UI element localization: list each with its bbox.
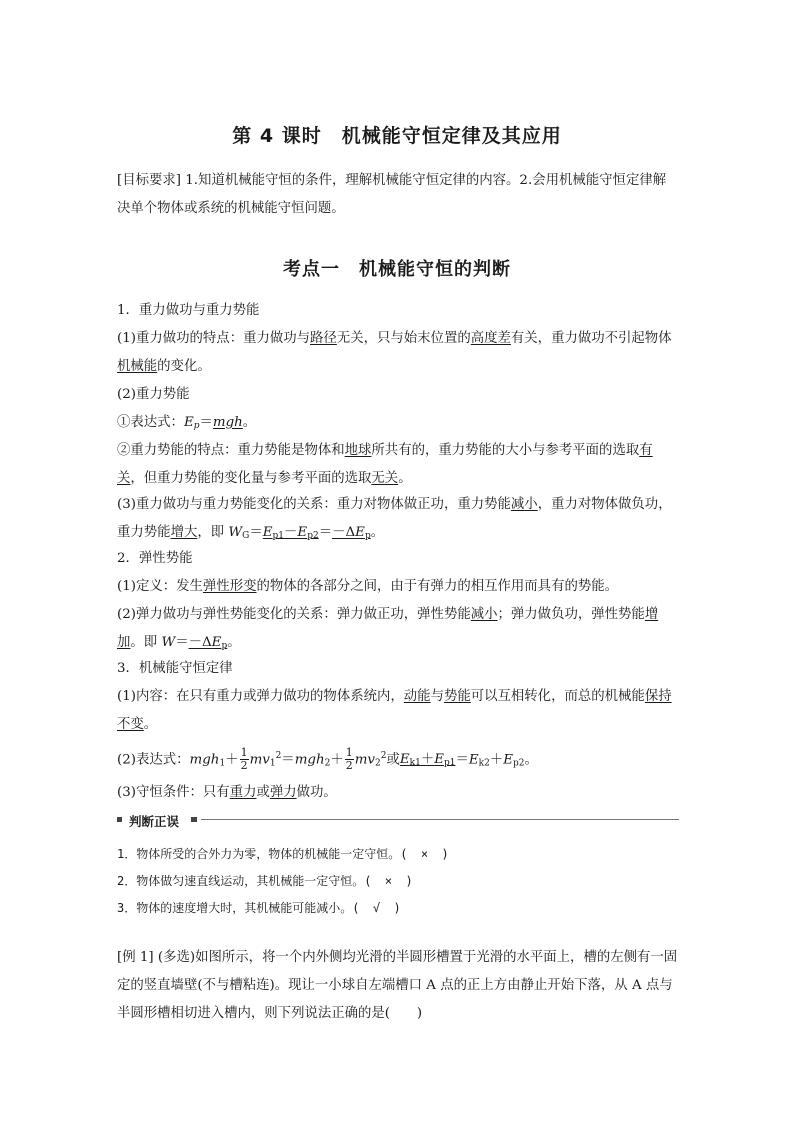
text: (1)定义：发生: [117, 579, 203, 594]
formula-ep: $E_p$: [183, 415, 200, 431]
blank-answer: 重力: [229, 785, 257, 800]
divider-label: 判断正误: [129, 814, 180, 829]
heading-elastic: 2．弹性势能: [117, 551, 193, 566]
goals-label: [目标要求]: [117, 173, 182, 188]
text: 可以互相转化，而总的机械能: [470, 689, 645, 704]
judgment-mark: √: [372, 901, 381, 915]
text: 。: [398, 471, 412, 486]
judgment-close: ): [405, 874, 413, 888]
text: 的变化。: [157, 359, 211, 374]
fraction-half: $\frac{1}{2}$: [345, 746, 353, 773]
text: 。: [242, 415, 257, 430]
section-divider: [117, 812, 679, 828]
blank-answer: 弹力: [269, 785, 297, 800]
potential-energy-feature: [117, 437, 679, 493]
lesson-title: 第 4 课时 机械能守恒定律及其应用: [232, 125, 562, 147]
formula-wg: $W_G=E_{p1}-E_{p2}=-\Delta E_p$。: [228, 525, 385, 541]
blank-answer: 机械能: [117, 359, 158, 374]
text: ；弹力做负功，弹性势能: [497, 607, 645, 622]
text: 。: [143, 717, 158, 732]
text: 。即: [130, 635, 162, 650]
potential-energy-formula: [117, 409, 256, 440]
conservation-expression: (2)表达式：mgh$_1$＋ $\frac{1}{2}$ $mv_1^2=mgh_2+$ $\frac{1}{2}$ $mv_2^2$或$E_{k1}+E_{p1}=E_{k2}+E_{p2}$。: [117, 746, 538, 773]
blank-answer: 动能: [403, 689, 431, 704]
conservation-condition: [117, 779, 337, 807]
text: (1)内容：在只有重力或弹力做功的物体系统内，: [117, 689, 404, 704]
blank-answer: 减小: [510, 497, 538, 512]
blank-answer: 增加: [117, 607, 659, 650]
text: ②重力势能的特点：重力势能是物体和: [117, 443, 345, 458]
fraction-half: $\frac{1}{2}$: [240, 746, 248, 773]
judgment-text: 3．物体的速度增大时，其机械能可能减小。(: [117, 901, 360, 915]
text: 无关，只与始末位置的: [336, 331, 471, 346]
blank-answer: 弹性形变: [202, 579, 257, 594]
text: 或: [256, 785, 270, 800]
text: 有关，重力做功不引起物体: [510, 331, 672, 346]
learning-goals: [117, 167, 679, 223]
blank-answer: 路径: [310, 331, 337, 346]
text: 做功。: [296, 785, 337, 800]
square-bullet-icon: [117, 817, 122, 822]
text: (1)重力做功的特点：重力做功与: [117, 331, 311, 346]
blank-answer: 增大: [170, 525, 198, 540]
text: (3)守恒条件：只有: [117, 785, 230, 800]
example-text: (多选)如图所示，将一个内外侧均光滑的半圆形槽置于光滑的水平面上，槽的左侧有一固定的竖直墙壁(不与槽粘连)。现让一小球自左端槽口 A 点的正上方由静止开始下落，从 A 点与半圆形槽相切进入槽内，则下列说法正确的是( ): [117, 950, 678, 1021]
judgment-item: [117, 845, 449, 862]
goals-text: 1.知道机械能守恒的条件，理解机械能守恒定律的内容。2.会用机械能守恒定律解决单个物体或系统的机械能守恒问题。: [117, 173, 667, 216]
judgment-text: 2．物体做匀速直线运动，其机械能一定守恒。(: [117, 874, 372, 888]
blank-answer: 保持不变: [117, 689, 672, 732]
gravity-work-relation: [117, 491, 679, 550]
blank-answer: 势能: [443, 689, 471, 704]
heading-conservation: 3．机械能守恒定律: [117, 661, 233, 676]
judgment-item: [117, 899, 401, 916]
text: ，重力对物体做负功，重力势能: [117, 497, 672, 540]
judgment-close: ): [441, 847, 449, 861]
blank-answer: 地球: [344, 443, 372, 458]
square-bullet-icon: [191, 817, 197, 822]
text: 与: [430, 689, 444, 704]
judgment-mark: ×: [420, 847, 429, 861]
judgment-mark: ×: [384, 874, 393, 888]
text: 或: [386, 752, 400, 768]
text: (2)弹力做功与弹性势能变化的关系：弹力做正功，弹性势能: [117, 607, 471, 622]
example-label: [例 1]: [117, 950, 154, 965]
heading-gravity-work: 1．重力做功与重力势能: [117, 303, 260, 318]
example-1: [117, 944, 679, 1028]
text: ①表达式：: [117, 415, 184, 430]
text: ，但重力势能的变化量与参考平面的选取: [130, 471, 372, 486]
section-title: 考点一 机械能守恒的判断: [283, 259, 511, 280]
text: 的物体的各部分之间，由于有弹力的相互作用而具有的势能。: [256, 579, 619, 594]
text: ＝: [199, 415, 213, 430]
text: 所共有的，重力势能的大小与参考平面的选取: [371, 443, 640, 458]
text: (3)重力做功与重力势能变化的关系：重力对物体做正功，重力势能: [117, 497, 511, 512]
blank-answer: 无关: [371, 471, 399, 486]
divider-rule: [201, 819, 679, 820]
formula-w: $W=-\Delta E_p$。: [161, 635, 241, 651]
blank-answer: 高度差: [470, 331, 511, 346]
judgment-text: 1．物体所受的合外力为零，物体的机械能一定守恒。(: [117, 847, 408, 861]
potential-energy-heading: (2)重力势能: [117, 387, 190, 402]
judgment-item: [117, 872, 413, 889]
elastic-definition: [117, 573, 679, 601]
elastic-work-relation: [117, 601, 679, 660]
text: ，即: [197, 525, 229, 540]
judgment-close: ): [393, 901, 401, 915]
blank-answer: 有关: [117, 443, 653, 486]
gravity-work-feature: [117, 325, 679, 381]
blank-answer: mgh: [212, 415, 243, 430]
blank-answer: 减小: [470, 607, 498, 622]
conservation-content: [117, 683, 679, 739]
text: (2)表达式：: [117, 752, 190, 768]
